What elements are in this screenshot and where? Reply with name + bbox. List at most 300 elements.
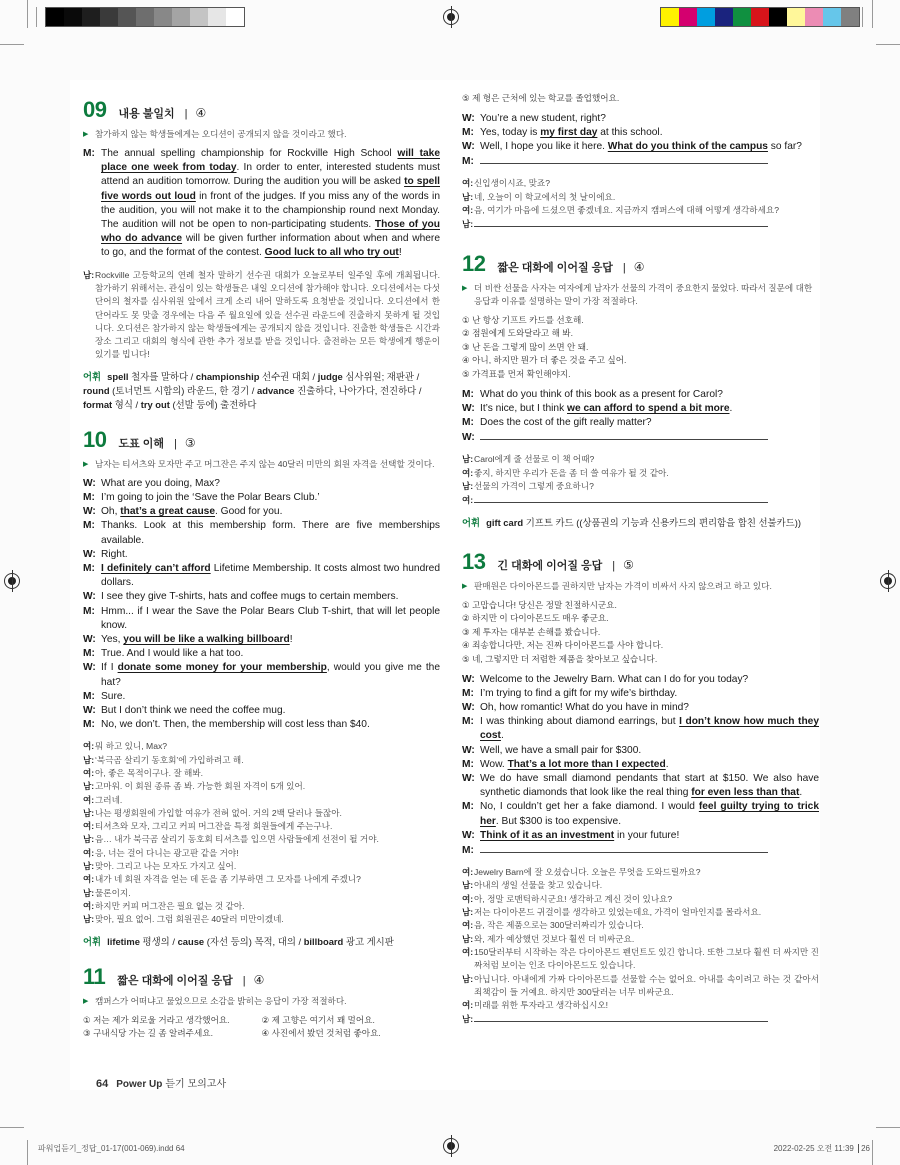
dialog-script: [462, 112, 819, 170]
crop-mark: [0, 1127, 24, 1128]
translation-line: [462, 191, 819, 204]
vocab-word: round: [83, 384, 110, 396]
speaker-label: 남:: [83, 269, 95, 280]
question-number: 11: [83, 963, 106, 989]
speaker-label: M:: [462, 687, 474, 699]
dialog-line: [462, 402, 819, 416]
speaker-label: W:: [462, 141, 475, 152]
question-12: [462, 252, 819, 530]
speaker-label: W:: [83, 704, 96, 716]
color-swatch: [154, 8, 172, 26]
translation-line: [83, 780, 440, 793]
dialog-line: [462, 112, 819, 126]
translation-text: 아닙니다. 아내에게 가짜 다이아몬드를 선물할 수는 없어요. 아내를 속이려고 하는 것 같아서 죄책감이 들 거예요. 하지만 300달러는 너무 비싸군요.: [474, 973, 819, 997]
korean-translation: [83, 740, 440, 926]
speaker-label: M:: [462, 416, 474, 428]
dialog-text: I was thinking about diamond earrings, but: [480, 716, 680, 728]
vocab-meaning: (토너먼트 시합의) 라운드, 한 경기: [109, 384, 250, 396]
dialog-text: Hmm... if I wear the Save the Polar Bears Club T-shirt, that will let people know.: [101, 605, 440, 631]
key-phrase: Think of it as an investment: [480, 829, 615, 841]
dialog-line: [83, 661, 440, 689]
explanation-hint: ▶ 판매원은 다이아몬드를 권하지만 남자는 가격이 비싸서 사지 않으려고 하고 있다.: [462, 580, 819, 593]
grayscale-color-bar: [45, 7, 245, 27]
color-swatch: [751, 8, 769, 26]
translation-text: 150달러부터 시작하는 작은 다이아몬드 펜던트도 있긴 합니다. 또한 그보다 훨씬 더 싸지만 진짜처럼 보이는 인조 다이아몬드도 있습니다.: [474, 946, 819, 971]
vocab-divider: /: [295, 935, 304, 947]
translation-line: [462, 999, 819, 1012]
speaker-label: M:: [83, 148, 95, 159]
answer-key-page: [70, 80, 820, 1090]
speaker-label: W:: [83, 662, 96, 674]
dialog-text: Right.: [101, 548, 128, 560]
option-4: ④ 아니, 하지만 뭔가 더 좋은 것을 주고 싶어.: [462, 355, 627, 366]
crop-mark: [872, 1140, 873, 1165]
color-swatch: [787, 8, 805, 26]
speaker-label: 남:: [83, 754, 95, 765]
answer-badge: ③: [184, 435, 196, 450]
vocab-meaning: 심사위원; 재판관: [342, 370, 414, 382]
vocab-word: championship: [195, 370, 260, 382]
crop-mark: [862, 7, 863, 27]
vocab-meaning: (자선 등의) 목적, 대의: [204, 935, 296, 947]
speaker-label: 남:: [462, 907, 474, 918]
crop-mark: [36, 7, 37, 27]
explanation-hint: ▶ 더 비싼 선물을 사자는 여자에게 남자가 선물의 가격이 중요한지 물었다. 따라서 질문에 대한 응답과 이유를 설명하는 말이 가장 적절하다.: [462, 282, 819, 308]
dialog-text: Wow.: [480, 758, 508, 770]
speaker-label: M:: [83, 491, 95, 503]
speaker-label: M:: [462, 758, 474, 770]
vocab-meaning: 광고 게시판: [343, 935, 394, 947]
speaker-label: M:: [462, 844, 474, 856]
translation-line: [83, 913, 440, 926]
speaker-label: 남:: [83, 807, 95, 818]
speaker-label: W:: [462, 673, 475, 685]
translation-line: [83, 740, 440, 753]
translation-line: [462, 453, 819, 466]
translation-line: [462, 177, 819, 190]
speaker-label: 여:: [83, 741, 95, 752]
color-swatch: [172, 8, 190, 26]
question-type: 내용 불일치: [118, 108, 175, 120]
speaker-label: W:: [462, 701, 475, 713]
dialog-line: [83, 690, 440, 704]
color-swatch: [100, 8, 118, 26]
key-phrase: we can afford to spend a bit more: [567, 402, 730, 414]
dialog-line: [462, 701, 819, 715]
dialog-text: True. And I would like a hat too.: [101, 648, 244, 660]
answer-options: [83, 1014, 440, 1041]
dialog-line: [462, 126, 819, 140]
translation-text: 음, 여기가 마음에 드셨으면 좋겠네요. 지금까지 캠퍼스에 대해 어떻게 생각하세요?: [474, 205, 779, 215]
speaker-label: 남:: [462, 880, 474, 891]
color-swatch: [697, 8, 715, 26]
translation-line: [462, 204, 819, 217]
speaker-label: 여:: [462, 1000, 474, 1011]
dialog-text: Oh, how romantic! What do you have in mind?: [480, 701, 689, 713]
translation-line: [462, 866, 819, 879]
answer-options: [462, 314, 819, 382]
speaker-label: M:: [462, 156, 474, 168]
dialog-line: [83, 477, 440, 491]
speaker-label: W:: [83, 633, 96, 645]
question-number: 13: [462, 548, 486, 574]
translation-text: 신입생이시죠, 맞죠?: [474, 178, 550, 189]
translation-line: [462, 973, 819, 1000]
registration-mark-icon: [4, 573, 20, 589]
translation-line: [462, 933, 819, 946]
dialog-text: Sure.: [101, 690, 126, 702]
dialog-text: But I don’t think we need the coffee mug.: [101, 704, 286, 716]
color-swatch: [82, 8, 100, 26]
question-type: 짧은 대화에 이어질 응답: [117, 974, 233, 987]
crop-mark: [0, 44, 24, 45]
vocab-word: gift card: [486, 516, 524, 528]
question-type: 짧은 대화에 이어질 응답: [497, 261, 613, 274]
page-footer: [96, 1075, 226, 1090]
translation-text: 고마워. 이 회원 종류 좀 봐. 가능한 회원 자격이 5개 있어.: [95, 781, 306, 792]
question-number: 09: [83, 97, 107, 122]
translation-line: [83, 873, 440, 886]
speaker-label: W:: [462, 112, 475, 124]
answer-badge: ⑤: [623, 557, 634, 572]
translation-line: [83, 847, 440, 860]
key-phrase: Those of you who do advance: [101, 219, 440, 245]
key-phrase: I definitely can’t afford: [101, 562, 211, 574]
vocab-word: judge: [317, 370, 343, 382]
dialog-text: What do you think of this book as a present for Carol?: [480, 388, 723, 400]
speaker-label: 남:: [83, 861, 95, 872]
vocab-word: billboard: [303, 935, 344, 947]
dialog-line: [462, 388, 819, 402]
question-number: 10: [83, 426, 107, 452]
right-column: [462, 92, 819, 1043]
option-1: ① 난 항상 기프트 카드를 선호해.: [462, 314, 584, 325]
left-column: [83, 98, 440, 1057]
crop-mark: [27, 1140, 28, 1165]
speaker-label: W:: [462, 432, 475, 444]
dialog-text: . But $300 is too expensive.: [495, 815, 622, 827]
dialog-line: [83, 605, 440, 633]
page-number: 64: [96, 1078, 109, 1090]
color-swatch: [46, 8, 64, 26]
dialog-text: Well, I hope you like it here.: [480, 141, 608, 152]
dialog-text: Does the cost of the gift really matter?: [480, 416, 652, 428]
dialog-text: You’re a new student, right?: [480, 112, 606, 124]
translation-line: [462, 946, 819, 973]
translation-line: [462, 480, 819, 493]
answer-blank: [480, 430, 768, 440]
dialog-line: [462, 140, 819, 154]
vocabulary-list: [462, 516, 819, 530]
translation-text: 뭐 하고 있니, Max?: [95, 741, 168, 752]
question-type: 도표 이해: [118, 437, 165, 450]
speaker-label: M:: [462, 801, 474, 813]
crop-mark: [27, 0, 28, 28]
color-swatch: [118, 8, 136, 26]
speaker-label: 여:: [462, 920, 474, 931]
answer-options: [462, 599, 819, 667]
dialog-line: [83, 562, 440, 590]
speaker-label: 남:: [462, 219, 474, 230]
registration-mark-icon: [443, 1138, 459, 1154]
color-swatch: [733, 8, 751, 26]
speaker-label: 남:: [462, 191, 474, 202]
question-header: [83, 428, 440, 452]
dialog-text: No, we don’t. Then, the membership will cost less than $40.: [101, 719, 370, 731]
dialog-line: [462, 154, 819, 169]
speaker-label: W:: [462, 402, 475, 414]
korean-translation: [462, 453, 819, 507]
vocab-divider: /: [416, 384, 422, 396]
vocab-meaning: 선수권 대회: [259, 370, 310, 382]
dialog-text: so far?: [767, 141, 802, 152]
speaker-label: 여:: [83, 767, 95, 778]
dialog-text: Welcome to the Jewelry Barn. What can I do for you today?: [480, 673, 749, 685]
registration-mark-icon: [880, 573, 896, 589]
translation-line: [462, 493, 819, 507]
dialog-text: We do have small diamond pendants that start at $150. We also have synthetic diamonds that look like the real thing: [480, 772, 819, 799]
speaker-label: 남:: [83, 834, 95, 845]
speaker-label: 남:: [462, 454, 474, 465]
dialog-text: in your future!: [614, 829, 680, 841]
color-swatch: [661, 8, 679, 26]
dialog-line: [462, 843, 819, 858]
dialog-line: [83, 491, 440, 505]
book-title: Power Up: [116, 1079, 163, 1090]
translation-text: 미래를 위한 투자라고 생각하십시오!: [474, 1000, 609, 1011]
color-swatch: [769, 8, 787, 26]
vocab-word: advance: [257, 384, 295, 396]
speaker-label: 남:: [83, 781, 95, 792]
option-3: ③ 난 돈을 그렇게 많이 쓰면 안 돼.: [462, 341, 589, 352]
option-5: ⑤ 가격표를 먼저 확인해야지.: [462, 368, 571, 379]
translation-text: 와, 제가 예상했던 것보다 훨씬 더 비싸군요.: [474, 933, 635, 944]
translation-text: 좋지, 하지만 우리가 돈을 좀 더 쓸 여유가 될 것 같아.: [474, 467, 669, 478]
speaker-label: 남:: [83, 914, 95, 925]
key-phrase: Good luck to all who try out: [264, 247, 399, 259]
translation-text: 선물의 가격이 그렇게 중요하니?: [474, 480, 594, 491]
speaker-label: M:: [462, 388, 474, 400]
crop-mark: [872, 0, 873, 28]
dialog-line: [462, 687, 819, 701]
translation-line: [83, 794, 440, 807]
vocabulary-list: [83, 370, 440, 412]
question-11: [83, 965, 440, 1041]
speaker-label: 여:: [83, 847, 95, 858]
dialog-line: [462, 800, 819, 828]
vocab-word: try out: [140, 398, 170, 410]
option-4: ④ 죄송합니다만, 저는 진짜 다이아몬드를 사야 합니다.: [462, 640, 664, 651]
vocab-meaning: 진출하다, 나아가다, 전진하다: [294, 384, 417, 396]
dialog-text: Well, we have a small pair for $300.: [480, 744, 642, 756]
question-type: 긴 대화에 이어질 응답: [497, 559, 603, 572]
answer-blank: [480, 843, 768, 853]
question-13: [462, 550, 819, 1027]
translation-line: [83, 900, 440, 913]
translation-text: 음, 작은 제품으로는 300달러짜리가 있습니다.: [474, 920, 644, 931]
translation-text: 맞아. 그리고 나는 모자도 가지고 싶어.: [95, 861, 237, 872]
dialog-line: [83, 548, 440, 562]
option-2: ② 하지만 이 다이아몬드도 매우 좋군요.: [462, 613, 609, 624]
vocab-word: spell: [107, 370, 129, 382]
question-header: [83, 98, 440, 122]
answer-badge: ④: [633, 259, 645, 274]
script-text: The annual spelling championship for Rockville High School: [101, 148, 398, 159]
dialog-line: [462, 715, 819, 743]
script-line: [83, 147, 440, 261]
script-text: will be given further information about when and where to go, and the format of the contest.: [101, 233, 440, 259]
slug-filename: 파워업듣기_정답_01-17(001-069).indd 64: [38, 1144, 185, 1153]
dialog-text: !: [289, 633, 293, 645]
cmyk-color-bar: [660, 7, 860, 27]
translation-text: 그러네.: [95, 794, 123, 805]
translation-line: [83, 807, 440, 820]
translation-text: Carol에게 줄 선물로 이 책 어때?: [474, 454, 595, 465]
dialog-line: [462, 772, 819, 800]
dialog-text: No, I couldn’t get her a fake diamond. I would: [480, 801, 699, 813]
speaker-label: W:: [83, 591, 96, 603]
dialog-script: [462, 673, 819, 859]
dialog-text: Yes,: [101, 633, 124, 645]
translation-text: 맞아, 필요 없어. 그럼 회원권은 40달러 미만이겠네.: [95, 914, 284, 925]
dialog-text: .: [665, 758, 669, 770]
translation-line: [462, 919, 819, 932]
vocab-divider: /: [188, 370, 196, 382]
key-phrase: will take place one week from today: [101, 148, 440, 174]
translation-line: [83, 767, 440, 780]
translation-text: 음… 내가 북극곰 살리기 동호회 티셔츠를 입으면 사람들에게 선전이 될 거야.: [95, 834, 379, 845]
option-3: ③ 제 투자는 대부분 손해를 봤습니다.: [462, 626, 601, 637]
book-subtitle: 듣기 모의고사: [165, 1079, 227, 1090]
speaker-label: 여:: [83, 821, 95, 832]
dialog-line: [462, 673, 819, 687]
dialog-text: at this school.: [597, 126, 663, 138]
speaker-label: 여:: [462, 946, 474, 957]
key-phrase: That’s a lot more than I expected: [507, 758, 666, 770]
vocab-meaning: (선발 등에) 출전하다: [169, 398, 257, 410]
speaker-label: W:: [83, 506, 96, 518]
color-swatch: [208, 8, 226, 26]
speaker-label: W:: [462, 829, 475, 841]
script-text: in front of the judges. If you miss any of the words in the audition, you will not make it to the championship round next Monday. The audition will not be open to non-participating students.: [101, 190, 440, 231]
dialog-text: Oh,: [101, 506, 121, 518]
dialog-text: If I: [101, 662, 118, 674]
translation-line: [462, 467, 819, 480]
key-phrase: feel guilty trying to trick her: [480, 801, 819, 827]
key-phrase: that’s a great cause: [120, 506, 216, 518]
dialog-line: [462, 829, 819, 843]
dialog-text: .: [799, 787, 803, 799]
translation-line: [83, 887, 440, 900]
answer-blank: [480, 154, 768, 164]
option-1: ① 고맙습니다! 당신은 정말 친절하시군요.: [462, 599, 617, 610]
question-09: [83, 98, 440, 412]
option-5: ⑤ 네, 그렇지만 더 저렴한 제품을 찾아보고 싶습니다.: [462, 653, 658, 664]
color-swatch: [679, 8, 697, 26]
separator: |: [242, 974, 246, 987]
translation-text: 티셔츠와 모자, 그리고 커피 머그잔을 특정 회원들에게 주는구나.: [95, 821, 333, 832]
dialog-line: [83, 704, 440, 718]
translation-text: 응, 너는 걸어 다니는 광고판 같을 거야!: [95, 847, 239, 858]
vocab-divider: /: [169, 935, 178, 947]
dialog-text: Thanks. Look at this membership form. There are five memberships available.: [101, 520, 440, 546]
speaker-label: W:: [462, 772, 475, 784]
korean-translation: [462, 177, 819, 231]
vocab-meaning: 기프트 카드 ((상품권의 기능과 신용카드의 편리함을 합친 선불카드)): [523, 516, 801, 528]
speaker-label: 남:: [462, 1014, 474, 1025]
dialog-script: [83, 477, 440, 733]
translation-text: 물론이지.: [95, 887, 131, 898]
question-11-continued: [462, 92, 819, 232]
question-header: [462, 550, 819, 574]
color-swatch: [190, 8, 208, 26]
option-3: ③ 구내식당 가는 길 좀 알려주세요.: [83, 1028, 213, 1039]
translation-line: [462, 217, 819, 231]
dialog-line: [462, 430, 819, 445]
speaker-label: W:: [462, 744, 475, 756]
translation-text: ‘북극곰 살리기 동호회’에 가입하려고 해.: [95, 754, 244, 765]
separator: |: [612, 559, 616, 572]
crop-mark: [876, 44, 900, 45]
translation-text: 저는 다이아몬드 귀걸이를 생각하고 있었는데요, 가격이 얼마인지를 몰라서요.: [474, 907, 762, 918]
vocab-label: 어휘: [83, 370, 102, 382]
key-phrase: donate some money for your membership: [117, 662, 327, 674]
dialog-line: [83, 519, 440, 547]
script-text: !: [398, 247, 402, 259]
registration-mark-icon: [443, 9, 459, 25]
speaker-label: M:: [83, 605, 95, 617]
answer-blank: [474, 1012, 768, 1022]
slug-timestamp: [774, 1143, 870, 1154]
speaker-label: 여:: [462, 893, 474, 904]
speaker-label: M:: [462, 716, 474, 728]
vocab-divider: /: [132, 398, 141, 410]
option-1: ① 저는 제가 외로울 거라고 생각했어요.: [83, 1014, 230, 1025]
vocab-word: cause: [177, 935, 205, 947]
speaker-label: 여:: [83, 874, 95, 885]
translation-line: [462, 879, 819, 892]
vocab-meaning: 평생의: [139, 935, 170, 947]
dialog-text: I’m trying to find a gift for my wife’s birthday.: [480, 687, 678, 699]
key-phrase: you will be like a walking billboard: [123, 633, 290, 645]
explanation-hint: ▶ 캠퍼스가 어떠냐고 물었으므로 소감을 밝히는 응답이 가장 적절하다.: [83, 995, 440, 1008]
translation-line: [83, 754, 440, 767]
dialog-line: [83, 647, 440, 661]
color-swatch: [136, 8, 154, 26]
dialog-text: .: [500, 730, 504, 742]
translation-text: 나는 평생회원에 가입할 여유가 전혀 없어. 거의 2백 달러나 들잖아.: [95, 807, 342, 818]
vocab-label: 어휘: [462, 516, 481, 528]
speaker-label: M:: [83, 520, 95, 532]
dialog-line: [83, 590, 440, 604]
explanation-hint: ▶ 참가하지 않는 학생들에게는 오디션이 공개되지 않을 것이라고 했다.: [83, 128, 440, 141]
dialog-text: .: [729, 402, 733, 414]
answer-blank: [474, 217, 768, 227]
question-header: [83, 965, 440, 989]
speaker-label: M:: [83, 690, 95, 702]
vocab-label: 어휘: [83, 935, 102, 947]
color-swatch: [841, 8, 859, 26]
translation-line: [83, 833, 440, 846]
vocab-divider: /: [309, 370, 318, 382]
vocab-divider: /: [413, 370, 420, 382]
speaker-label: W:: [83, 477, 96, 489]
answer-badge: ④: [195, 106, 207, 120]
dialog-line: [462, 758, 819, 772]
vocab-word: format: [83, 398, 113, 410]
question-10: [83, 428, 440, 949]
dialog-script: [462, 388, 819, 446]
